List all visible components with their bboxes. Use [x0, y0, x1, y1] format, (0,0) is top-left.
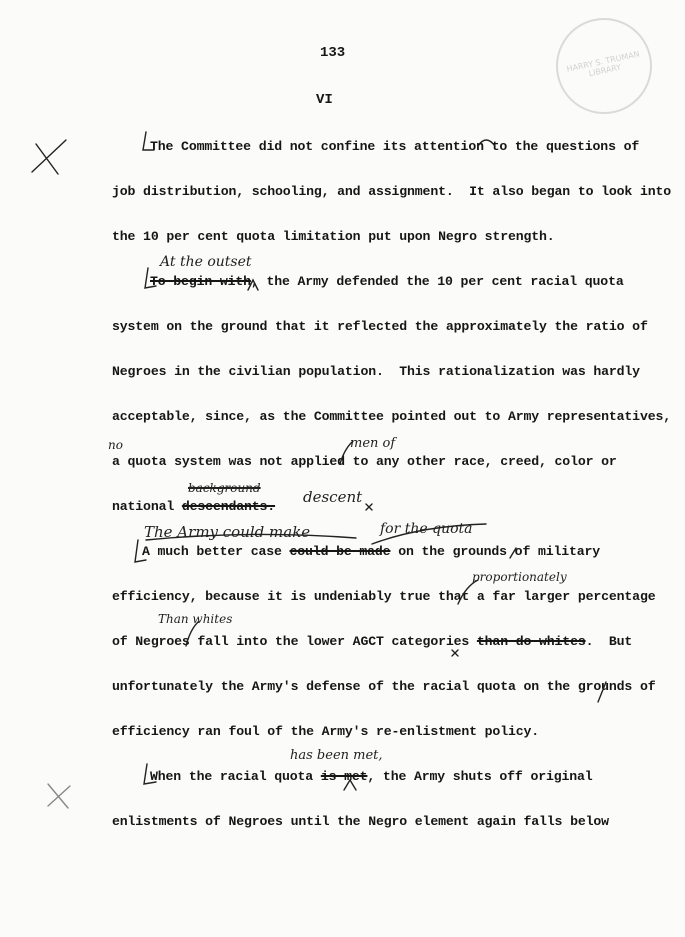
handwritten-proportionately: proportionately [472, 570, 567, 584]
margin-x-mark-1 [32, 140, 66, 174]
text-line-7: acceptable, since, as the Committee pointed out to Army representatives, [112, 409, 671, 424]
text-line-4: To begin with, the Army defended the 10 per cent racial quota [150, 274, 624, 289]
handwritten-at-the-outset: At the outset [160, 254, 252, 270]
handwritten-no: no [108, 438, 123, 452]
handwritten-than-whites: Than whites [158, 612, 233, 626]
struck-descendants: descendants. [181, 499, 276, 514]
text-line-3: the 10 per cent quota limitation put upon Negro strength. [112, 229, 555, 244]
handwritten-men-of: men of [350, 436, 396, 451]
archive-stamp: HARRY S. TRUMAN LIBRARY [547, 9, 661, 123]
x-mark-than-whites [452, 650, 458, 656]
text-line-10: A much better case could be made on the grounds of military [142, 544, 601, 559]
margin-x-mark-2 [48, 784, 70, 808]
text-line-6: Negroes in the civilian population. This rationalization was hardly [112, 364, 640, 379]
text-line-13: unfortunately the Army's defense of the racial quota on the grounds of [112, 679, 656, 694]
text-line-8: a quota system was not applied to any other race, creed, color or [112, 454, 617, 469]
text-line-2: job distribution, schooling, and assignment. It also began to look into [112, 184, 671, 199]
struck-is-met: is met [320, 769, 368, 784]
text-line-16: enlistments of Negroes until the Negro element again falls below [112, 814, 609, 829]
text-line-12: of Negroes fall into the lower AGCT categories than do whites. But [112, 634, 633, 649]
handwritten-background-struck: background [188, 481, 261, 495]
struck-than-do-whites: than do whites [476, 634, 586, 649]
page-number: 133 [320, 45, 346, 61]
text-line-14: efficiency ran foul of the Army's re-enlistment policy. [112, 724, 540, 739]
handwritten-descent: descent [303, 488, 363, 506]
x-mark-descent [366, 504, 372, 510]
text-line-1: The Committee did not confine its attention to the questions of [150, 139, 640, 154]
section-heading: VI [316, 92, 333, 108]
text-line-15: When the racial quota is met, the Army shuts off original [150, 769, 593, 784]
handwritten-has-been-met: has been met, [290, 748, 383, 763]
text-line-11: efficiency, because it is undeniably true that a far larger percentage [112, 589, 656, 604]
text-line-5: system on the ground that it reflected the approximately the ratio of [112, 319, 648, 334]
text-line-9: national descendants. [112, 499, 276, 514]
handwritten-army-could-make: The Army could make [144, 523, 311, 541]
struck-to-begin-with: To begin with [150, 274, 251, 289]
struck-could-be-made: could be made [289, 544, 391, 559]
handwritten-for-the-quota: for the quota [380, 521, 473, 537]
